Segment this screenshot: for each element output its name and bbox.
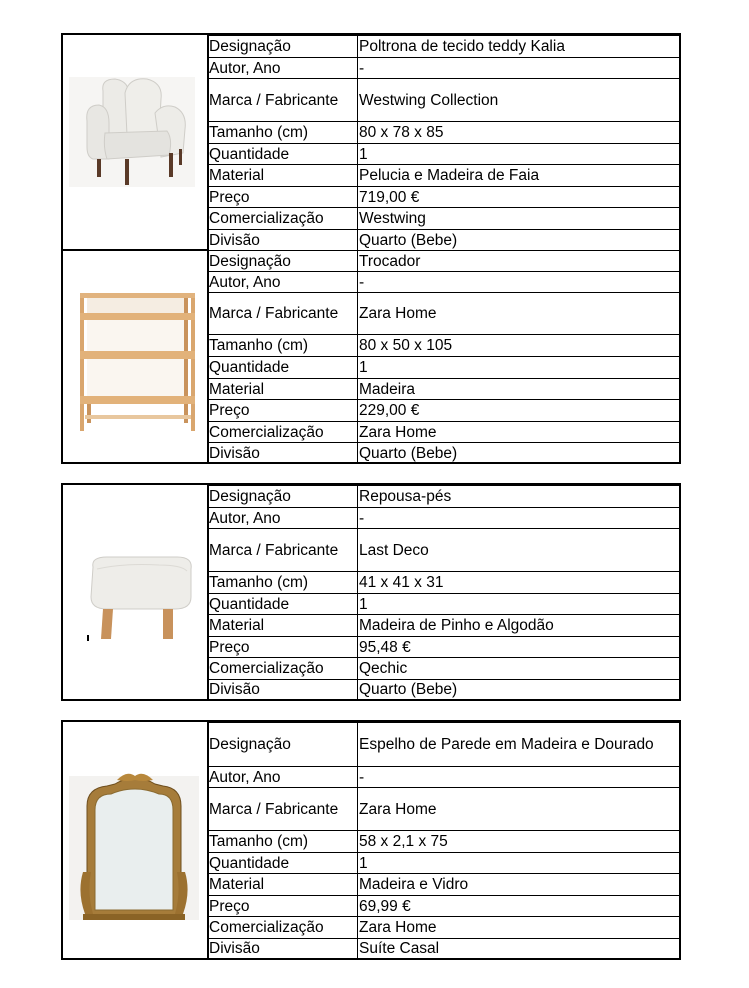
value-divisao: Suíte Casal [358, 939, 681, 959]
item-spec-table [207, 35, 681, 464]
label-comercializacao: Comercialização [208, 658, 358, 680]
item-image-cell [63, 722, 209, 958]
value-comercializacao: Qechic [358, 658, 681, 680]
label-preco: Preço [208, 637, 358, 658]
label-quantidade: Quantidade [208, 594, 358, 615]
item-image-cell [63, 251, 209, 462]
label-quantidade: Quantidade [208, 853, 358, 874]
furniture-block-1 [61, 33, 681, 464]
label-tamanho: Tamanho (cm) [208, 572, 358, 594]
value-material: Madeira de Pinho e Algodão [358, 615, 681, 637]
label-preco: Preço [208, 896, 358, 917]
label-tamanho: Tamanho (cm) [208, 122, 358, 144]
label-marca: Marca / Fabricante [208, 788, 358, 831]
value-comercializacao: Zara Home [358, 917, 681, 939]
label-comercializacao: Comercialização [208, 422, 358, 443]
value-preco: 95,48 € [358, 637, 681, 658]
item-image-cell [63, 35, 209, 251]
value-marca: Zara Home [358, 788, 681, 831]
label-quantidade: Quantidade [208, 144, 358, 165]
value-divisao: Quarto (Bebe) [358, 680, 681, 700]
changing-table-image [63, 251, 207, 462]
label-preco: Preço [208, 400, 358, 422]
label-marca: Marca / Fabricante [208, 79, 358, 122]
value-preco: 69,99 € [358, 896, 681, 917]
label-autor: Autor, Ano [208, 272, 358, 293]
label-designacao: Designação [208, 486, 358, 508]
value-preco: 229,00 € [358, 400, 681, 422]
value-marca: Last Deco [358, 529, 681, 572]
value-divisao: Quarto (Bebe) [358, 230, 681, 251]
label-autor: Autor, Ano [208, 58, 358, 79]
item-image-cell [63, 485, 209, 699]
label-preco: Preço [208, 187, 358, 208]
label-marca: Marca / Fabricante [208, 293, 358, 335]
value-quantidade: 1 [358, 144, 681, 165]
value-comercializacao: Zara Home [358, 422, 681, 443]
label-designacao: Designação [208, 251, 358, 272]
label-comercializacao: Comercialização [208, 917, 358, 939]
label-marca: Marca / Fabricante [208, 529, 358, 572]
value-marca: Westwing Collection [358, 79, 681, 122]
value-material: Madeira [358, 379, 681, 400]
furniture-block-2 [61, 483, 681, 701]
furniture-block-3 [61, 720, 681, 960]
value-tamanho: 80 x 50 x 105 [358, 335, 681, 357]
value-tamanho: 41 x 41 x 31 [358, 572, 681, 594]
label-material: Material [208, 379, 358, 400]
value-autor: - [358, 767, 681, 788]
value-tamanho: 58 x 2,1 x 75 [358, 831, 681, 853]
value-designacao: Poltrona de tecido teddy Kalia [358, 36, 681, 58]
item-spec-table [207, 485, 681, 700]
wall-mirror-image [63, 722, 207, 958]
label-material: Material [208, 165, 358, 187]
label-material: Material [208, 874, 358, 896]
label-divisao: Divisão [208, 939, 358, 959]
value-divisao: Quarto (Bebe) [358, 443, 681, 464]
armchair-teddy-image [63, 35, 207, 249]
value-marca: Zara Home [358, 293, 681, 335]
value-material: Madeira e Vidro [358, 874, 681, 896]
value-designacao: Trocador [358, 251, 681, 272]
value-autor: - [358, 58, 681, 79]
value-designacao: Espelho de Parede em Madeira e Dourado [358, 723, 681, 767]
value-tamanho: 80 x 78 x 85 [358, 122, 681, 144]
item-spec-table [207, 722, 681, 959]
label-designacao: Designação [208, 723, 358, 767]
value-autor: - [358, 272, 681, 293]
value-material: Pelucia e Madeira de Faia [358, 165, 681, 187]
label-designacao: Designação [208, 36, 358, 58]
label-divisao: Divisão [208, 443, 358, 464]
value-designacao: Repousa-pés [358, 486, 681, 508]
label-divisao: Divisão [208, 680, 358, 700]
value-quantidade: 1 [358, 853, 681, 874]
label-comercializacao: Comercialização [208, 208, 358, 230]
label-tamanho: Tamanho (cm) [208, 335, 358, 357]
label-tamanho: Tamanho (cm) [208, 831, 358, 853]
footstool-image [63, 485, 207, 699]
value-autor: - [358, 508, 681, 529]
label-divisao: Divisão [208, 230, 358, 251]
label-autor: Autor, Ano [208, 508, 358, 529]
value-quantidade: 1 [358, 594, 681, 615]
value-comercializacao: Westwing [358, 208, 681, 230]
value-preco: 719,00 € [358, 187, 681, 208]
label-material: Material [208, 615, 358, 637]
value-quantidade: 1 [358, 357, 681, 379]
label-quantidade: Quantidade [208, 357, 358, 379]
label-autor: Autor, Ano [208, 767, 358, 788]
